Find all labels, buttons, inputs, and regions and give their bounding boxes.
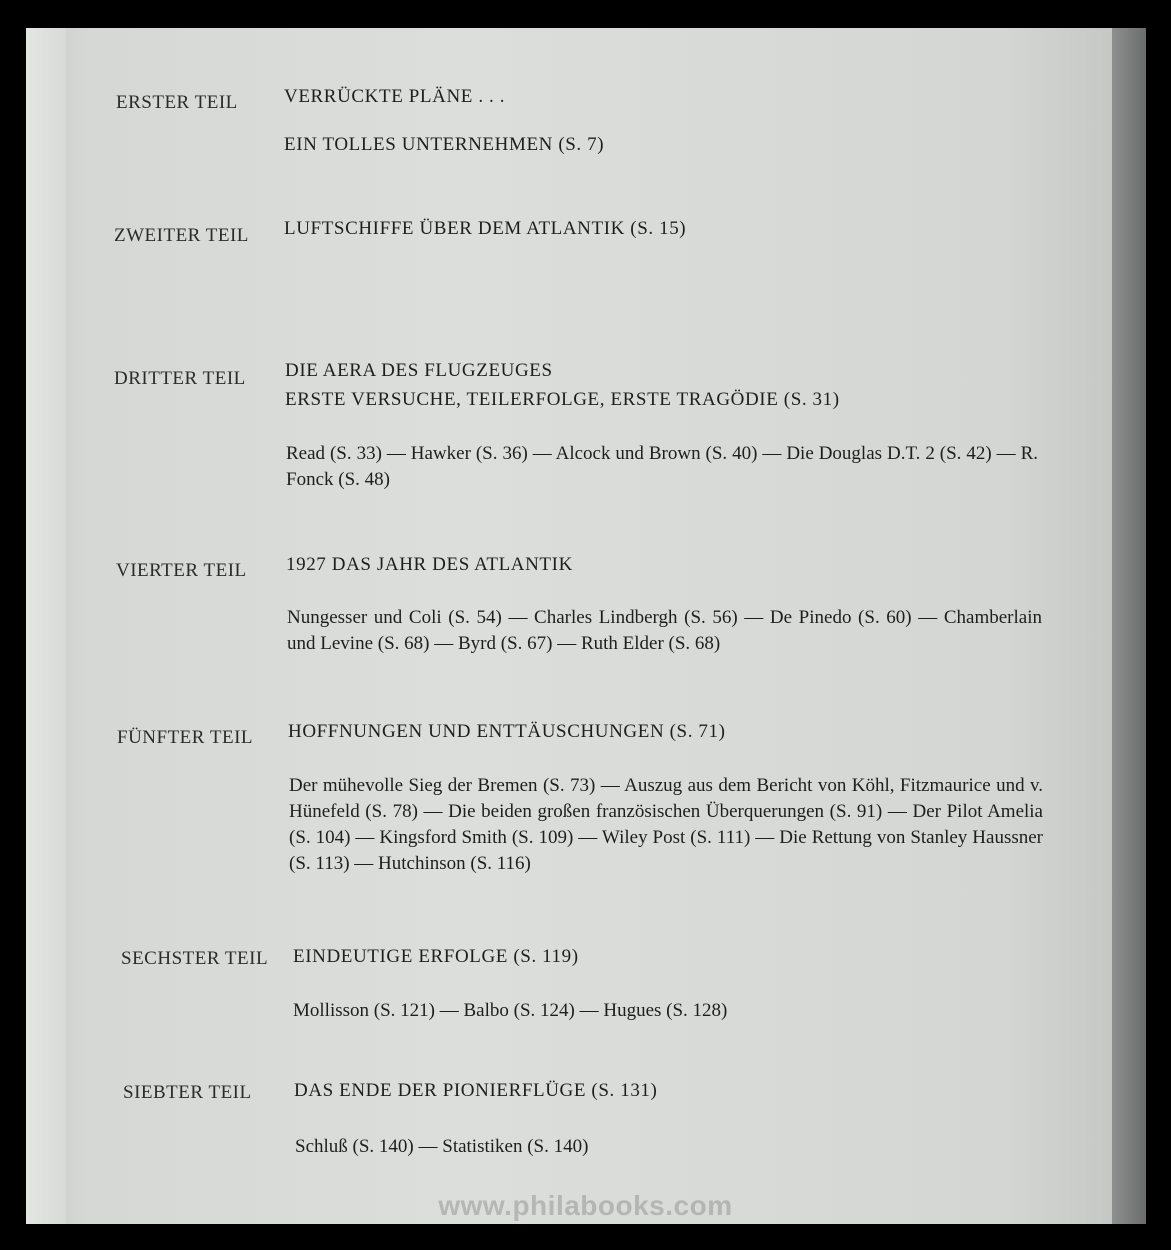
part-label-3: DRITTER TEIL (114, 368, 246, 389)
section-title-5: HOFFNUNGEN UND ENTTÄUSCHUNGEN (S. 71) (288, 721, 726, 742)
watermark: www.philabooks.com (438, 1190, 733, 1221)
section-title-3: DIE AERA DES FLUGZEUGES (285, 360, 553, 381)
section-title-6: EINDEUTIGE ERFOLGE (S. 119) (293, 946, 579, 967)
section-title-2: LUFTSCHIFFE ÜBER DEM ATLANTIK (S. 15) (284, 218, 687, 239)
section-subtitle-3: ERSTE VERSUCHE, TEILERFOLGE, ERSTE TRAGÖDIE (S. 31) (285, 389, 840, 410)
section-body-6: Mollisson (S. 121) — Balbo (S. 124) — Hugues (S. 128) (293, 1000, 728, 1021)
section-body-7: Schluß (S. 140) — Statistiken (S. 140) (295, 1136, 589, 1157)
part-label-2: ZWEITER TEIL (114, 225, 249, 246)
part-label-1: ERSTER TEIL (116, 92, 238, 113)
part-label-5: FÜNFTER TEIL (117, 727, 254, 748)
book-gutter (26, 28, 66, 1224)
section-body-4: Nungesser und Coli (S. 54) — Charles Lindbergh (S. 56) — De Pinedo (S. 60) — Chamberlain und Levine (S. 68) — Byrd (S. 67) — Ruth Elder (S. 68) (287, 607, 1042, 654)
part-label-6: SECHSTER TEIL (121, 948, 269, 969)
part-label-7: SIEBTER TEIL (123, 1082, 252, 1103)
part-label-4: VIERTER TEIL (116, 560, 247, 581)
section-title-4: 1927 DAS JAHR DES ATLANTIK (286, 554, 573, 575)
section-subtitle-1: EIN TOLLES UNTERNEHMEN (S. 7) (284, 134, 605, 155)
section-body-3: Read (S. 33) — Hawker (S. 36) — Alcock und Brown (S. 40) — Die Douglas D.T. 2 (S. 42) — R. Fonck (S. 48) (286, 443, 1038, 490)
section-body-5: Der mühevolle Sieg der Bremen (S. 73) — Auszug aus dem Bericht von Köhl, Fitzmaurice und v. Hünefeld (S. 78) — Die beiden großen französischen Überquerungen (S. 91) — Der Pilot Amelia (S. 104) — Kingsford Smith (S. 109) — Wiley Post (S. 111) — Die Rettung von Stanley Haussner (S. 113) — Hutchinson (S. 116) (289, 775, 1043, 874)
section-title-1: VERRÜCKTE PLÄNE . . . (284, 86, 506, 107)
section-title-7: DAS ENDE DER PIONIERFLÜGE (S. 131) (294, 1080, 658, 1101)
book-page-edge (1112, 28, 1146, 1224)
